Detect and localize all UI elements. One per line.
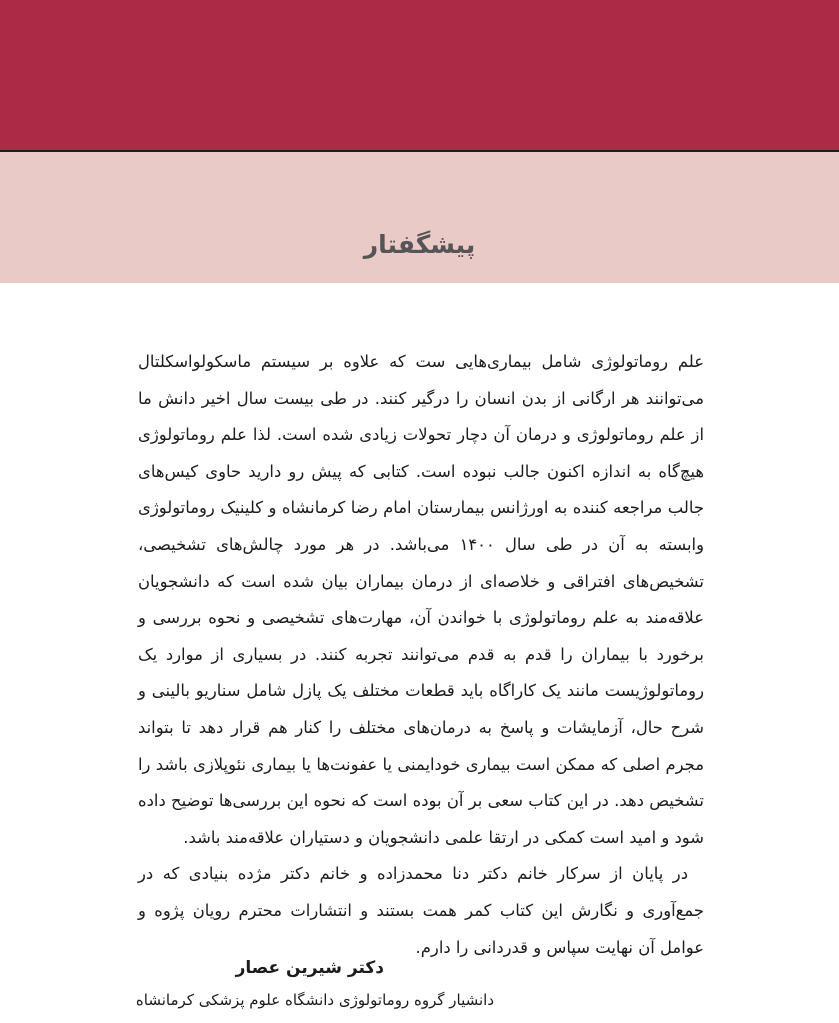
top-color-band (0, 0, 839, 150)
author-affiliation: دانشیار گروه روماتولوژی دانشگاه علوم پزشکی کرمانشاه (135, 991, 494, 1009)
author-name: دکتر شیرین عصار (235, 958, 384, 978)
page-title: پیشگفتار (363, 229, 476, 259)
paragraph-intro: علم روماتولوژی شامل بیماری‌هایی ست که علاوه بر سیستم ماسکولواسکلتال می‌توانند هر ارگانی از بدن انسان را درگیر کنند. در طی بیست سال اخیر دانش ما از علم روماتولوژی و درمان آن دچار تحولات زیادی شده است. لذا علم روماتولوژی هیچ‌گاه به اندازه اکنون جالب نبوده است. کتابی که پیش رو دارید حاوی کیس‌های جالب مراجعه کننده به اورژانس بیمارستان امام رضا کرمانشاه و کلینیک روماتولوژی وابسته به آن در طی سال ۱۴۰۰ می‌باشد. در هر مورد چالش‌های تشخیصی، تشخیص‌های افتراقی و خلاصه‌ای از درمان بیماران بیان شده است که دانشجویان علاقه‌مند به علم روماتولوژی با خواندن آن، مهارت‌های تشخیصی و نحوه بررسی و برخورد با بیماران را قدم به قدم می‌توانند تجربه کنند. در بسیاری از موارد یک روماتولوژیست مانند یک کاراگاه باید قطعات مختلف یک پازل شامل سناریو بالینی و شرح حال، آزمایشات و پاسخ به درمان‌های مختلف را کنار هم قرار دهد تا بتواند مجرم اصلی که ممکن است بیماری خودایمنی یا عفونت‌ها یا بیماری نئوپلازی باشد را تشخیص دهد. در این کتاب سعی بر آن بوده است که نحوه این بررسی‌ها توضیح داده شود و امید است کمکی در ارتقا علمی دانشجویان و دستیاران علاقه‌مند باشد. (138, 352, 704, 847)
body-text (138, 344, 704, 966)
paragraph-acknowledgement: در پایان از سرکار خانم دکتر دنا محمدزاده و خانم دکتر مژده بنیادی که در جمع‌آوری و نگارش این کتاب کمر همت بستند و انتشارات محترم رویان پژوه و عوامل آن نهایت سپاس و قدردانی را دارم. (138, 864, 704, 957)
title-band (0, 152, 839, 283)
